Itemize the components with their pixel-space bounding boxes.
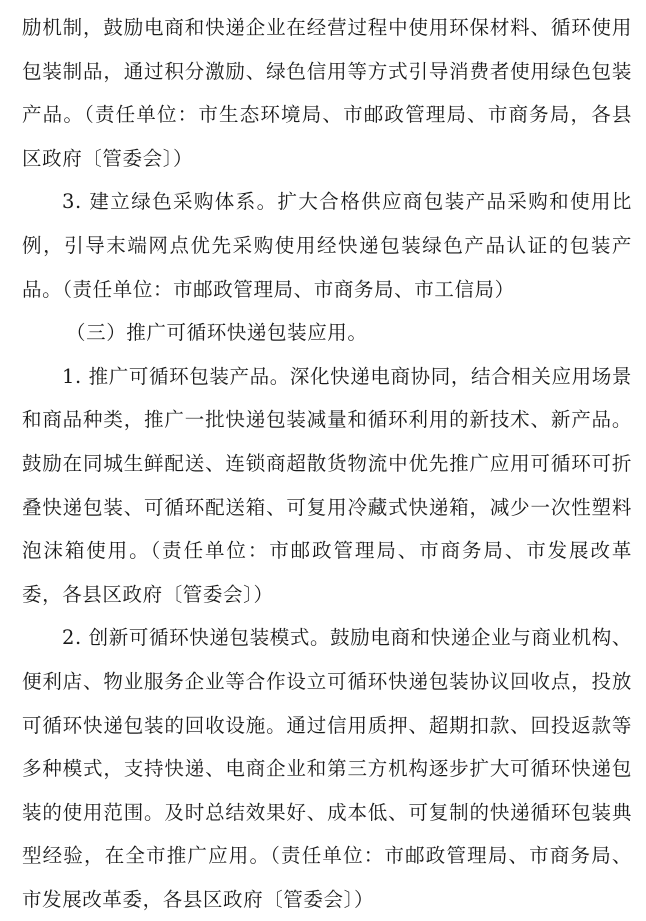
paragraph-promote-recyclable-products: 1. 推广可循环包装产品。深化快递电商协同，结合相关应用场景和商品种类，推广一批快递包装减量和循环利用的新技术、新产品。鼓励在同城生鲜配送、连锁商超散货物流中优先推广应用可循环可折叠快递包装、可循环配送箱、可复用冷藏式快递箱，减少一次性塑料泡沫箱使用。（责任单位：市邮政管理局、市商务局、市发展改革委，各县区政府〔管委会〕） [22,364,632,606]
paragraph-innovate-recyclable-models: 2. 创新可循环快递包装模式。鼓励电商和快递企业与商业机构、便利店、物业服务企业等合作设立可循环快递包装协议回收点，投放可循环快递包装的回收设施。通过信用质押、超期扣款、回投返款等多种模式，支持快递、电商企业和第三方机构逐步扩大可循环快递包装的使用范围。及时总结效果好、成本低、可复制的快递循环包装典型经验，在全市推广应用。（责任单位：市邮政管理局、市商务局、市发展改革委，各县区政府〔管委会〕） [22,626,632,911]
paragraph-green-procurement: 3. 建立绿色采购体系。扩大合格供应商包装产品采购和使用比例，引导末端网点优先采购使用经快递包装绿色产品认证的包装产品。（责任单位：市邮政管理局、市商务局、市工信局） [22,190,632,301]
section-heading-recyclable-packaging: （三）推广可循环快递包装应用。 [66,321,368,345]
paragraph-green-packaging-incentives: 励机制，鼓励电商和快递企业在经营过程中使用环保材料、循环使用包装制品，通过积分激励、绿色信用等方式引导消费者使用绿色包装产品。（责任单位：市生态环境局、市邮政管理局、市商务局，各县区政府〔管委会〕） [22,16,632,170]
